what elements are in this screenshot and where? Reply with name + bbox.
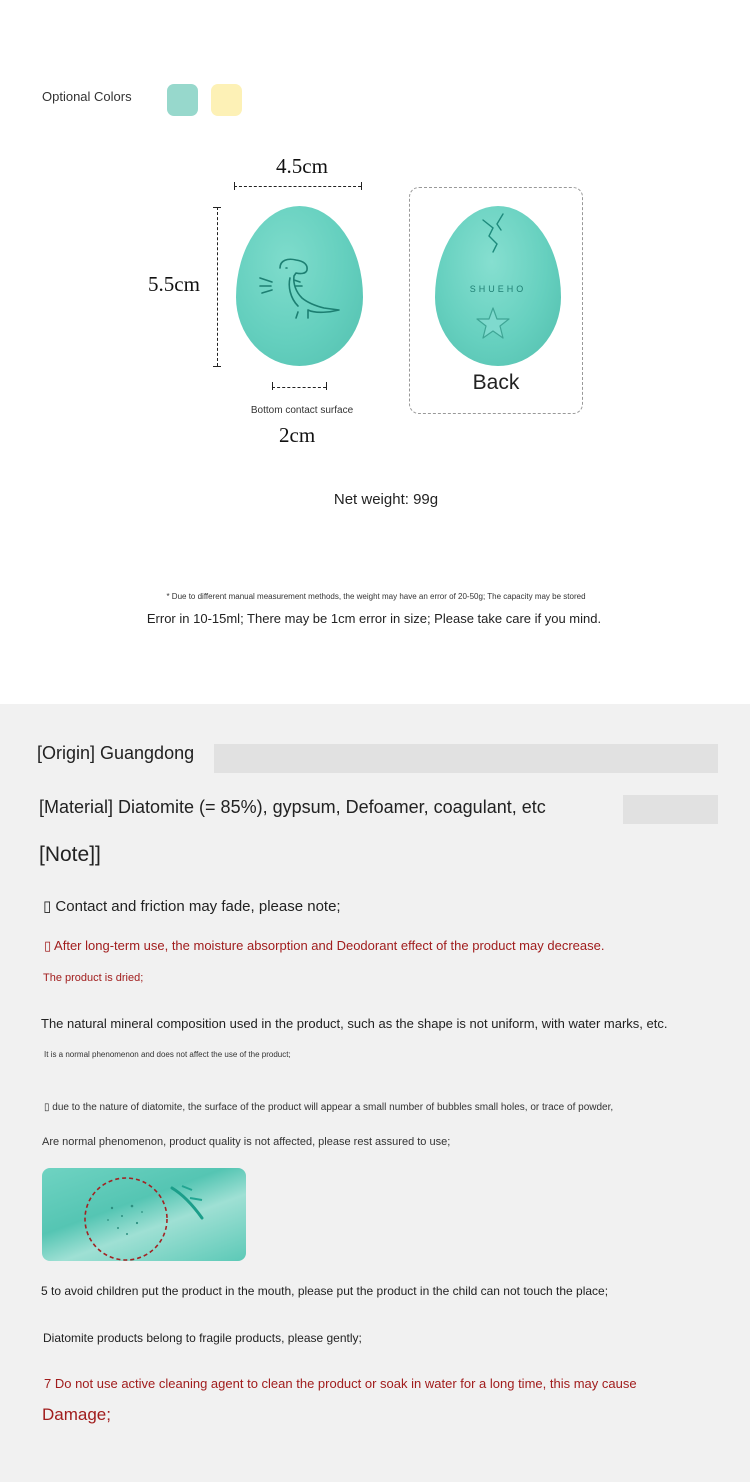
note-item-quality: Are normal phenomenon, product quality is not affected, please rest assured to use; (42, 1136, 451, 1148)
note-item-damage: Damage; (42, 1405, 111, 1424)
note-item-mineral: The natural mineral composition used in the product, such as the shape is not uniform, with water marks, etc. (41, 1016, 668, 1031)
bottom-dimension-line (272, 387, 326, 388)
origin-line: [Origin] Guangdong (37, 743, 195, 763)
bottom-dimension-tick-left (272, 382, 273, 390)
height-dimension-label: 5.5cm (148, 272, 200, 296)
brand-logo-text: SHUEHO (469, 284, 527, 294)
height-dimension-tick-bottom (213, 366, 221, 367)
color-swatch-teal[interactable] (167, 84, 198, 116)
product-front-image (236, 206, 363, 366)
color-swatch-cream[interactable] (211, 84, 242, 116)
height-dimension-line (217, 207, 218, 366)
optional-colors-label: Optional Colors (42, 89, 132, 104)
note-item-bubbles: ▯ due to the nature of diatomite, the surface of the product will appear a small number of bubbles small holes, or trace of powder, (44, 1102, 614, 1113)
surface-detail-marks (42, 1168, 246, 1261)
width-dimension-line (234, 186, 361, 187)
note-item-fragile: Diatomite products belong to fragile products, please gently; (43, 1331, 362, 1345)
bottom-contact-surface-label: Bottom contact surface (250, 405, 354, 416)
bottom-dimension-label: 2cm (279, 423, 316, 447)
measurement-disclaimer: Error in 10-15ml; There may be 1cm error in size; Please take care if you mind. (146, 611, 602, 626)
net-weight-label: Net weight: 99g (333, 491, 439, 508)
note-item-fade: ▯ Contact and friction may fade, please note; (43, 898, 341, 915)
dinosaur-icon (236, 206, 363, 366)
note-item-normal: It is a normal phenomenon and does not affect the use of the product; (44, 1050, 291, 1059)
measurement-disclaimer-small: * Due to different manual measurement methods, the weight may have an error of 20-50g; The capacity may be stored (166, 592, 586, 601)
width-dimension-tick-right (361, 182, 362, 190)
note-heading: [Note]] (39, 843, 101, 866)
surface-detail-image (42, 1168, 246, 1261)
width-dimension-tick-left (234, 182, 235, 190)
note-item-dried: The product is dried; (43, 972, 144, 984)
note-item-cleaning: 7 Do not use active cleaning agent to clean the product or soak in water for a long time, this may cause (44, 1376, 637, 1391)
height-dimension-tick-top (213, 207, 221, 208)
material-bar (623, 795, 718, 824)
back-view-label: Back (472, 371, 520, 394)
note-item-absorption: ▯ After long-term use, the moisture absorption and Deodorant effect of the product may decrease. (44, 938, 605, 953)
bottom-dimension-tick-right (326, 382, 327, 390)
note-item-children: 5 to avoid children put the product in the mouth, please put the product in the child can not touch the place; (41, 1284, 609, 1298)
width-dimension-label: 4.5cm (276, 154, 328, 178)
material-line: [Material] Diatomite (= 85%), gypsum, Defoamer, coagulant, etc (39, 797, 546, 817)
origin-bar (214, 744, 718, 773)
